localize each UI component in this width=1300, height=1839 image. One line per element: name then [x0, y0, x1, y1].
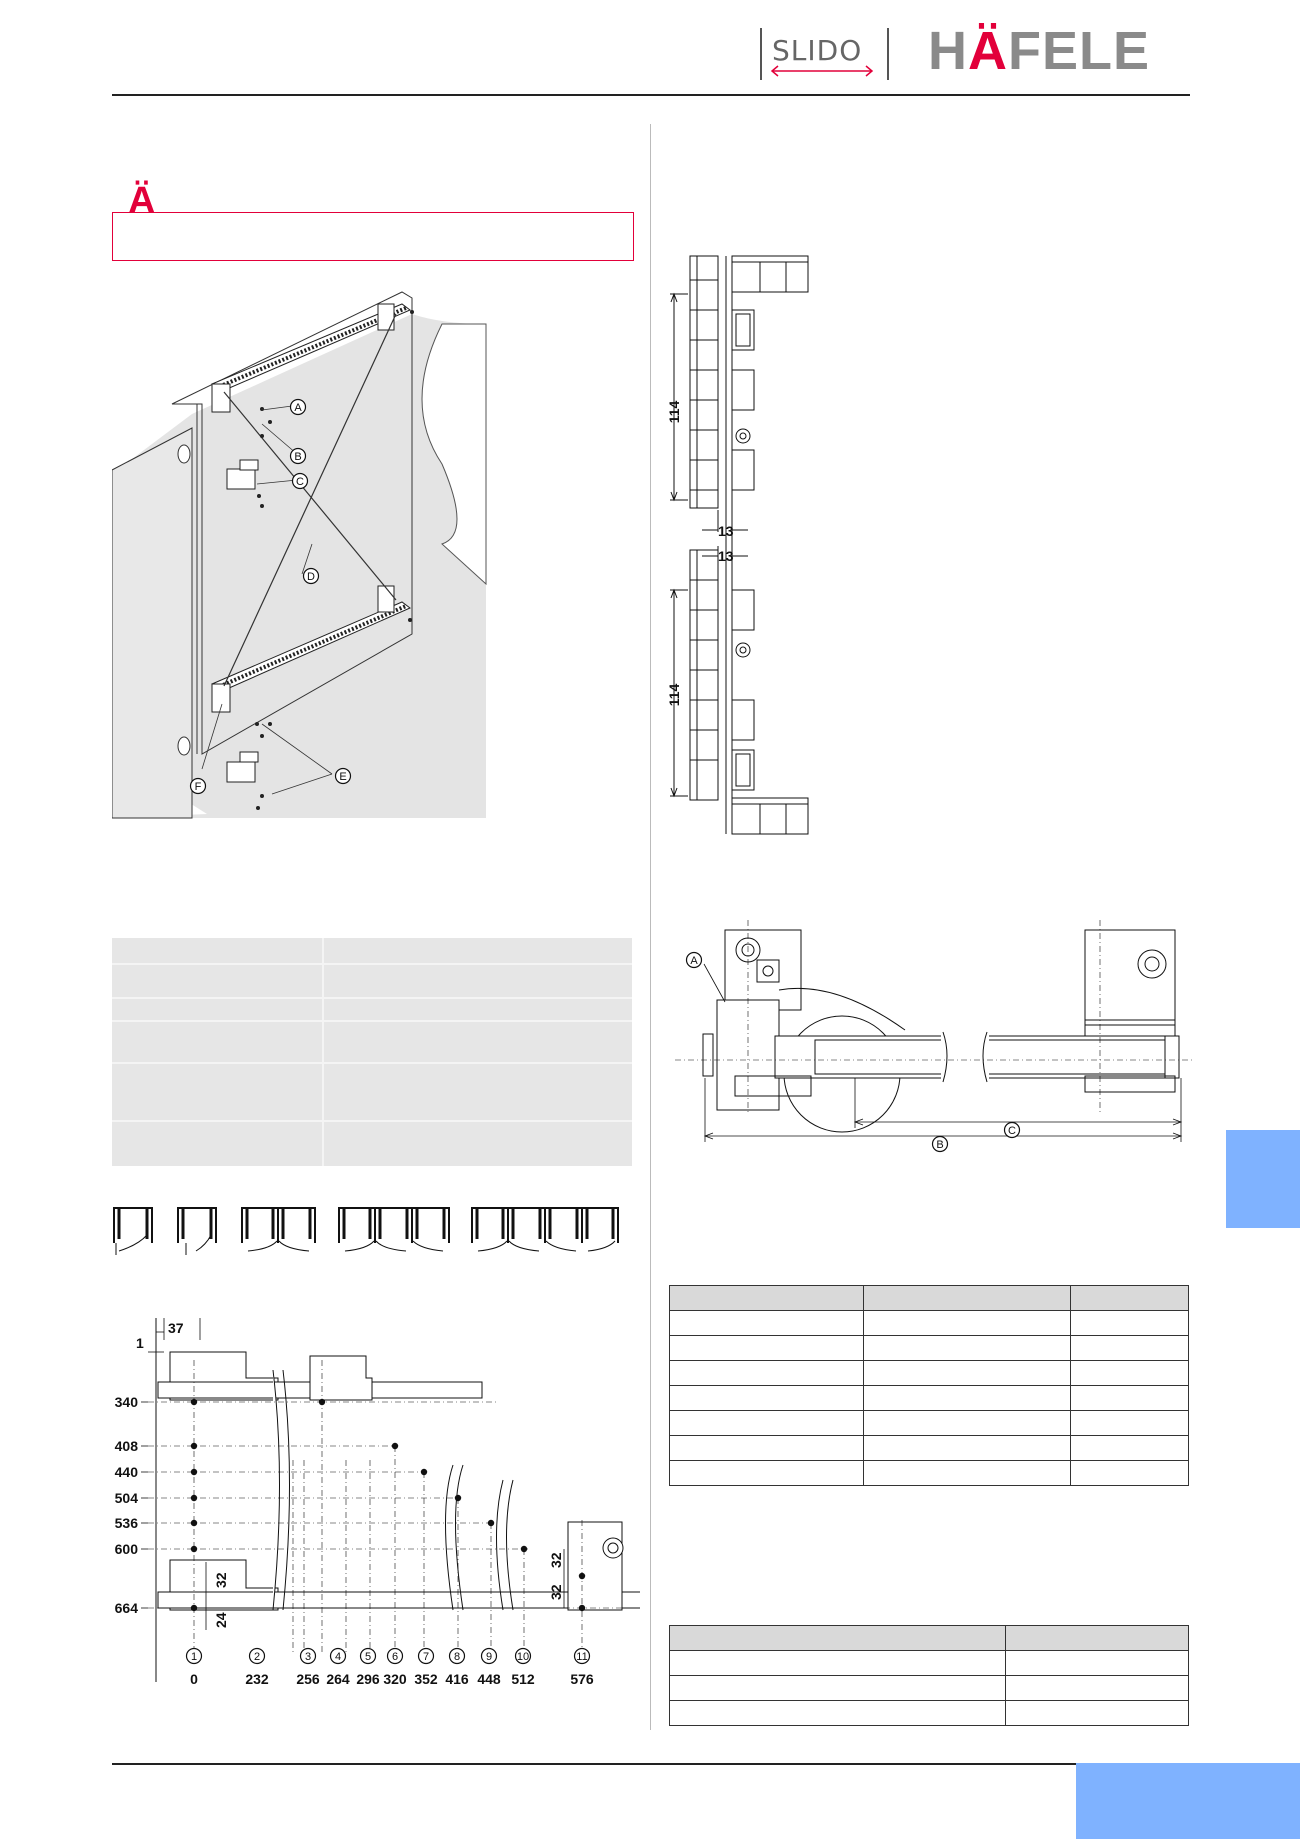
position-4	[331, 1649, 346, 1664]
x-label-256: 256	[296, 1671, 320, 1687]
position-9	[482, 1649, 497, 1664]
table-row	[670, 1336, 1189, 1361]
dim-width-top: 13	[718, 523, 734, 539]
spec-row	[112, 965, 632, 999]
dim-32-a: 32	[213, 1572, 229, 1588]
footer-page-tab	[1076, 1763, 1300, 1839]
position-9-label: 9	[485, 1650, 493, 1663]
position-11	[575, 1649, 590, 1664]
table-header	[670, 1626, 1189, 1651]
position-callouts	[187, 1649, 590, 1664]
callout-d-label: D	[307, 570, 315, 583]
spec-row	[112, 938, 632, 965]
y-label-340: 340	[114, 1394, 138, 1410]
side-chapter-tab	[1226, 1130, 1300, 1228]
position-7	[419, 1649, 434, 1664]
callout-f	[191, 779, 206, 794]
y-label-504: 504	[114, 1490, 138, 1506]
y-label-408: 408	[114, 1438, 138, 1454]
table-row	[670, 1411, 1189, 1436]
callout-c-label: C	[296, 475, 304, 488]
lower-slide-rear	[568, 1522, 622, 1610]
warning-mark: Ä	[128, 180, 156, 222]
dim-width-bottom: 13	[718, 548, 734, 564]
config-1-door-narrow	[178, 1208, 216, 1255]
callout-b-label: B	[294, 450, 302, 463]
callout-b	[291, 449, 306, 464]
config-4-doors	[472, 1208, 618, 1251]
dim-32-b: 32	[548, 1552, 564, 1568]
y-label-440: 440	[114, 1464, 138, 1480]
header-rule	[112, 94, 1190, 96]
position-5-label: 5	[364, 1650, 372, 1663]
table-row	[670, 1311, 1189, 1336]
config-1-door	[114, 1208, 152, 1255]
table-row	[670, 1386, 1189, 1411]
slido-arrow-icon	[768, 64, 878, 78]
column-divider	[650, 124, 651, 1730]
dim-32-c: 32	[548, 1584, 564, 1600]
plan-callout-b	[933, 1137, 948, 1152]
position-1	[187, 1649, 202, 1664]
plan-callout-c-label: C	[1008, 1124, 1016, 1137]
plan-callout-b-label: B	[936, 1138, 944, 1151]
callout-f-label: F	[194, 780, 202, 793]
second-table	[669, 1625, 1189, 1726]
dim-height-bottom: 114	[666, 683, 682, 707]
table-row	[670, 1676, 1189, 1701]
dim-24: 24	[213, 1612, 229, 1628]
table-row	[670, 1436, 1189, 1461]
spec-table-left	[112, 938, 632, 1166]
spec-row	[112, 1122, 632, 1166]
x-label-512: 512	[511, 1671, 535, 1687]
callout-a-label: A	[294, 401, 302, 414]
x-label-0: 0	[190, 1671, 198, 1687]
position-8	[450, 1649, 465, 1664]
position-5	[361, 1649, 376, 1664]
config-3-doors	[339, 1208, 449, 1251]
x-label-352: 352	[414, 1671, 438, 1687]
slido-logo-text: SLIDO	[772, 34, 863, 67]
hafele-logo-suffix: FELE	[1008, 21, 1151, 81]
callout-a	[291, 400, 306, 415]
x-label-416: 416	[445, 1671, 469, 1687]
x-label-296: 296	[356, 1671, 380, 1687]
dim-height-top: 114	[666, 400, 682, 424]
position-11-label: 11	[576, 1650, 588, 1663]
position-3-label: 3	[304, 1650, 312, 1663]
plan-callout-c	[1005, 1123, 1020, 1138]
x-label-448: 448	[477, 1671, 501, 1687]
dim-37: 37	[168, 1320, 184, 1336]
dim-1: 1	[136, 1335, 144, 1351]
position-8-label: 8	[453, 1650, 461, 1663]
hafele-logo-prefix: H	[928, 21, 968, 81]
y-label-536: 536	[114, 1515, 138, 1531]
callout-e-label: E	[339, 770, 347, 783]
drill-points	[191, 1399, 585, 1611]
callout-d	[304, 569, 319, 584]
hafele-logo	[928, 20, 1150, 82]
dimension-table	[669, 1285, 1189, 1486]
table-row	[670, 1651, 1189, 1676]
door-configurations	[112, 1205, 632, 1270]
position-10	[516, 1649, 531, 1664]
x-label-576: 576	[570, 1671, 594, 1687]
x-label-232: 232	[245, 1671, 269, 1687]
slido-logo	[760, 28, 889, 80]
position-3	[301, 1649, 316, 1664]
x-label-320: 320	[383, 1671, 407, 1687]
table-row	[670, 1361, 1189, 1386]
x-label-264: 264	[326, 1671, 350, 1687]
plan-callout-a-label: A	[690, 954, 698, 967]
footer-rule	[112, 1763, 1190, 1765]
assembly-drawing	[112, 284, 492, 819]
table-row	[670, 1701, 1189, 1726]
position-2-label: 2	[253, 1650, 261, 1663]
position-6-label: 6	[391, 1650, 399, 1663]
position-1-label: 1	[190, 1650, 198, 1663]
position-4-label: 4	[334, 1650, 342, 1663]
plan-drawing	[675, 920, 1195, 1160]
drilling-layout-drawing	[108, 1310, 640, 1700]
hafele-logo-umlaut: Ä	[968, 21, 1008, 81]
y-label-664: 664	[114, 1600, 138, 1616]
callout-c	[293, 474, 308, 489]
position-6	[388, 1649, 403, 1664]
position-7-label: 7	[422, 1650, 430, 1663]
spec-row	[112, 999, 632, 1022]
spec-row	[112, 1022, 632, 1064]
table-header	[670, 1286, 1189, 1311]
upper-slide-rear	[310, 1356, 372, 1400]
y-label-600: 600	[114, 1541, 138, 1557]
table-row	[670, 1461, 1189, 1486]
warning-box	[112, 212, 634, 261]
position-10-label: 10	[516, 1650, 530, 1663]
side-section-drawing	[660, 250, 820, 840]
plan-callout-a	[687, 953, 702, 968]
callout-e	[336, 769, 351, 784]
config-2-doors	[242, 1208, 315, 1251]
position-2	[250, 1649, 265, 1664]
spec-row	[112, 1064, 632, 1122]
